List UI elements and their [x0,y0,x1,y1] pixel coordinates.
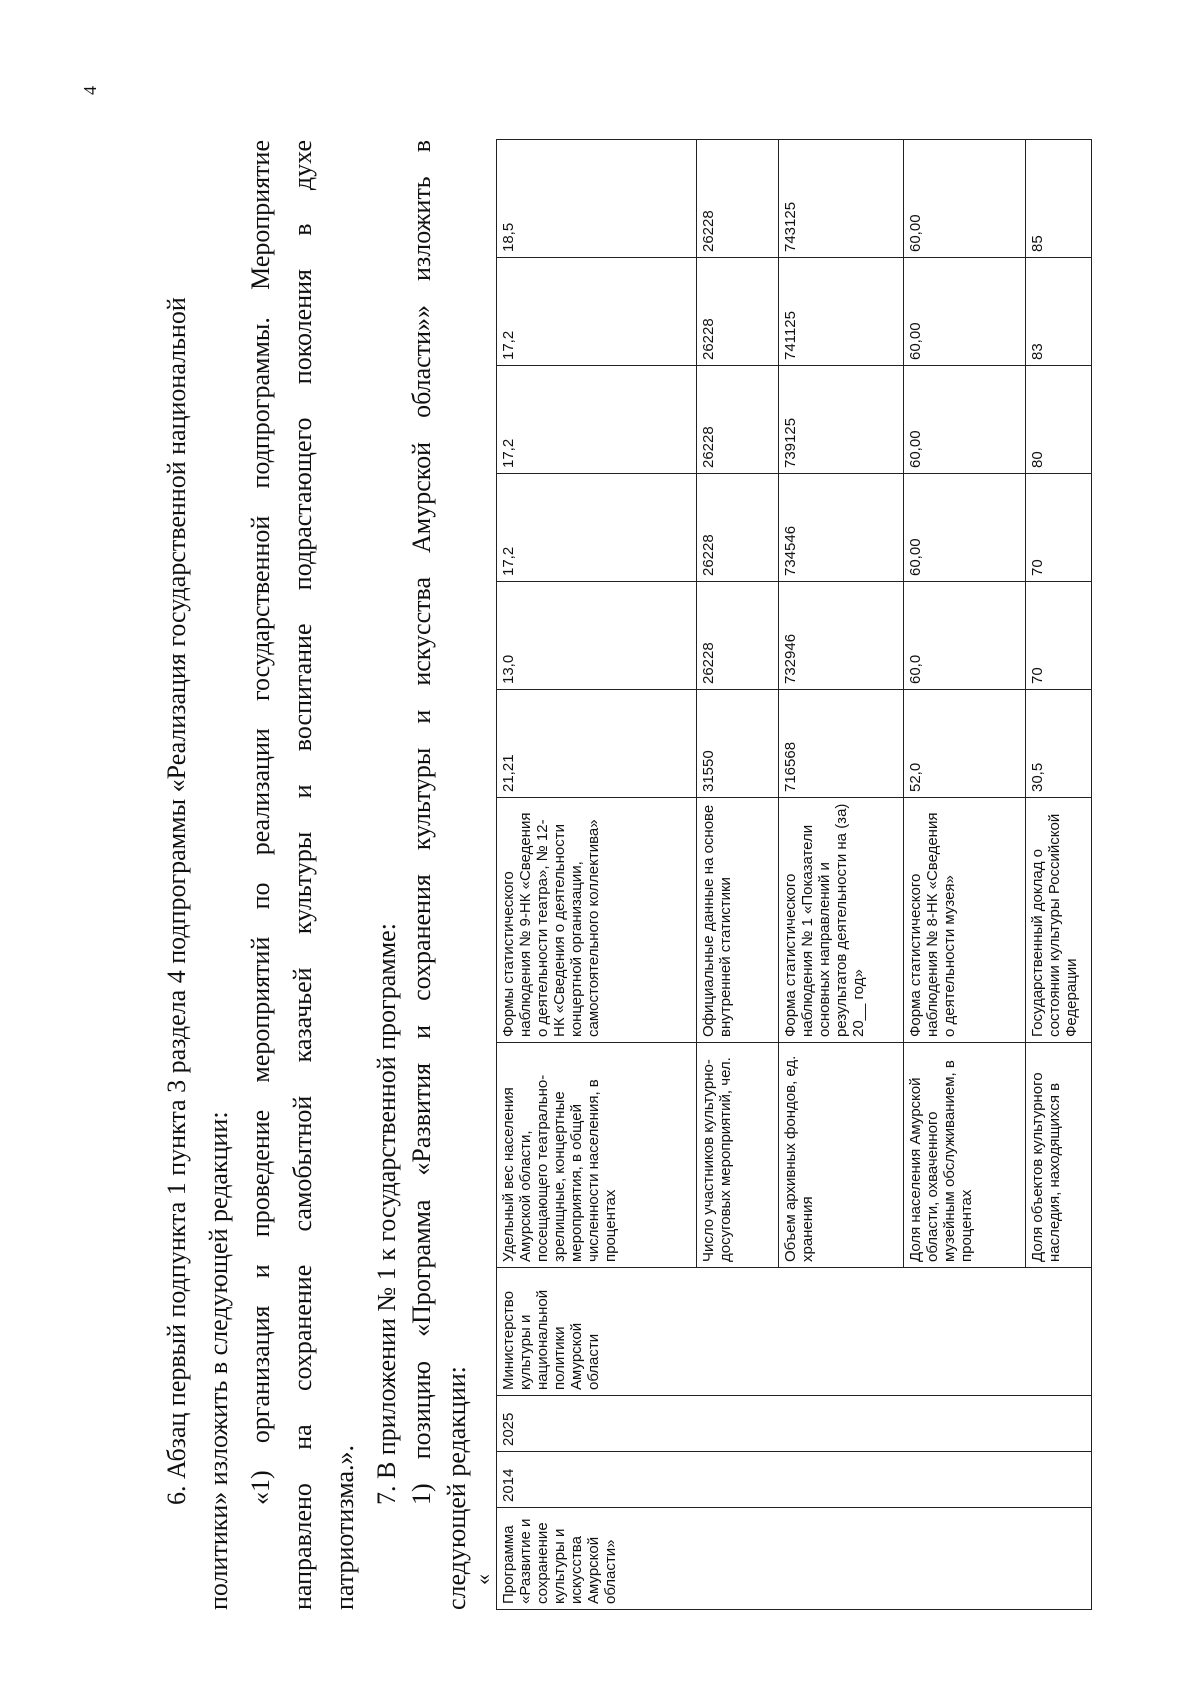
value-cell: 30,5 [1026,690,1092,798]
paragraph-q1-line-2: направлено на сохранение самобытной казачьей культуры и воспитание подрастающего поколения в духе [288,140,317,1610]
paragraph-7: 7. В приложении № 1 к государственной программе: [372,923,401,1505]
source-cell: Формы статистического наблюдения № 9-НК «Сведения о деятельности театра», № 12-НК «Сведения о деятельности концертной организации, самостоятельного коллектива» [497,798,697,1043]
source-cell: Форма статистического наблюдения № 8-НК «Сведения о деятельности музея» [904,798,1026,1043]
value-cell: 60,00 [904,258,1026,366]
value-cell: 739125 [779,366,904,474]
open-quote: « [470,1574,495,1585]
value-cell: 26228 [697,258,779,366]
value-cell: 13,0 [497,582,697,690]
value-cell: 31550 [697,690,779,798]
table-row [497,140,697,1610]
value-cell: 52,0 [904,690,1026,798]
value-cell: 60,00 [904,366,1026,474]
value-cell: 17,2 [497,366,697,474]
value-cell: 21,21 [497,690,697,798]
value-cell: 716568 [779,690,904,798]
paragraph-6-line-2: политики» изложить в следующей редакции: [204,1111,233,1610]
paragraph-7-1-line-1: 1) позицию «Программа «Развития и сохранения культуры и искусства Амурской области»» изложить в [407,140,436,1505]
value-cell: 80 [1026,366,1092,474]
indicator-table [496,139,1092,1610]
value-cell: 70 [1026,474,1092,582]
source-cell: Форма статистического наблюдения № 1 «Показатели основных направлений и результатов деятельности на (за) 20__ год» [779,798,904,1043]
source-cell: Государственный доклад о состоянии культуры Российской Федерации [1026,798,1092,1043]
indicator-cell: Доля населения Амурской области, охваченного музейным обслуживанием, в процентах [904,1043,1026,1268]
value-cell: 743125 [779,140,904,258]
value-cell: 741125 [779,258,904,366]
indicator-cell: Число участников культурно-досуговых мероприятий, чел. [697,1043,779,1268]
value-cell: 17,2 [497,474,697,582]
indicator-cell: Доля объектов культурного наследия, находящихся в [1026,1043,1092,1268]
value-cell: 26228 [697,582,779,690]
page-number: 4 [80,86,100,95]
paragraph-7-1-line-2: следующей редакции: [442,1366,471,1610]
value-cell: 60,0 [904,582,1026,690]
value-cell: 85 [1026,140,1092,258]
year-end-cell: 2025 [497,1396,1092,1452]
value-cell: 26228 [697,366,779,474]
paragraph-q1-line-1: «1) организация и проведение мероприятий по реализации государственной подпрограммы. Мероприятие [246,140,275,1505]
value-cell: 60,00 [904,140,1026,258]
year-start-cell: 2014 [497,1452,1092,1508]
value-cell: 26228 [697,140,779,258]
program-name-cell: Программа «Развитие и сохранение культуры и искусства Амурской области» [497,1508,1092,1610]
value-cell: 26228 [697,474,779,582]
value-cell: 83 [1026,258,1092,366]
value-cell: 70 [1026,582,1092,690]
indicator-cell: Объем архивных фондов, ед. хранения [779,1043,904,1268]
value-cell: 734546 [779,474,904,582]
paragraph-6-line-1: 6. Абзац первый подпункта 1 пункта 3 раздела 4 подпрограммы «Реализация государственной национальной [162,297,191,1505]
executor-cell: Министерство культуры и национальной политики Амурской области [497,1268,1092,1396]
value-cell: 60,00 [904,474,1026,582]
value-cell: 17,2 [497,258,697,366]
indicator-cell: Удельный вес населения Амурской области, посещающего театрально-зрелищные, концертные мероприятия, в общей численности населения, в процентах [497,1043,697,1268]
paragraph-q1-line-3: патриотизма.». [330,1444,359,1610]
source-cell: Официальные данные на основе внутренней статистики [697,798,779,1043]
value-cell: 18,5 [497,140,697,258]
value-cell: 732946 [779,582,904,690]
